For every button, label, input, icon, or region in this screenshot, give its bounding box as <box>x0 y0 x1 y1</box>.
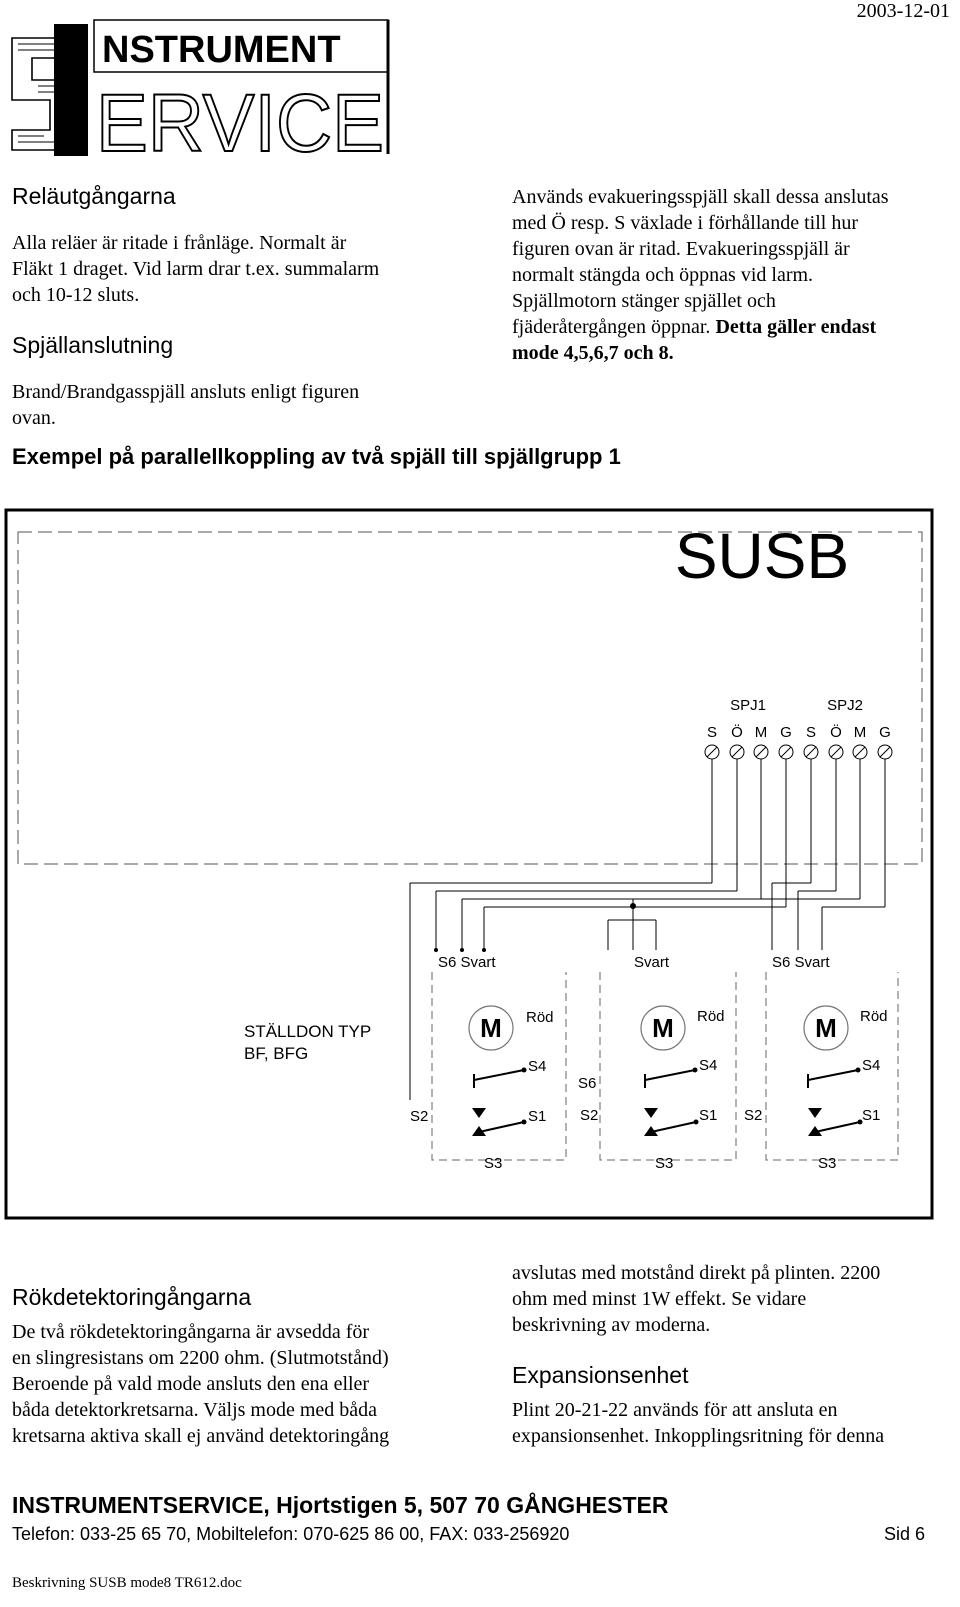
diagram-title: Exempel på parallellkoppling av två spjäll till spjällgrupp 1 <box>12 444 621 469</box>
evac-text-line-4: normalt stängda och öppnas vid larm. <box>512 264 814 286</box>
footer-filename: Beskrivning SUSB mode8 TR612.doc <box>12 1575 242 1591</box>
actuator-3-s1: S1 <box>862 1107 881 1124</box>
resistor-text-line-1: avslutas med motstånd direkt på plinten. 2200 <box>512 1262 881 1284</box>
terminal-label-8: G <box>879 724 891 741</box>
terminal-screw <box>829 745 843 759</box>
terminal-screw <box>804 745 818 759</box>
terminal-screw <box>878 745 892 759</box>
damper-text-line-2: ovan. <box>12 407 56 429</box>
spj2-label: SPJ2 <box>827 697 863 714</box>
evac-text-line-3: figuren ovan är ritad. Evakueringsspjäll är <box>512 238 850 260</box>
smoke-detector-heading: Rökdetektoringångarna <box>12 1284 252 1310</box>
actuator-1-s2: S2 <box>410 1108 429 1125</box>
relay-heading: Reläutgångarna <box>12 183 176 209</box>
susb-label: SUSB <box>674 520 850 592</box>
wiring-diagram <box>0 500 960 1235</box>
damper-text-line-1: Brand/Brandgasspjäll ansluts enligt figuren <box>12 381 360 403</box>
actuator-1-s1: S1 <box>528 1108 547 1125</box>
expansion-heading: Expansionsenhet <box>512 1362 689 1388</box>
actuator-1-s4: S4 <box>528 1058 547 1075</box>
relay-text-line-3: och 10-12 sluts. <box>12 284 140 306</box>
evac-text-line-1: Används evakueringsspjäll skall dessa anslutas <box>512 186 889 208</box>
actuator-2-red: Röd <box>697 1008 725 1025</box>
damper-heading: Spjällanslutning <box>12 332 174 358</box>
evac-text-line-6a: fjäderåtergången öppnar. <box>512 316 711 338</box>
terminal-screw <box>705 745 719 759</box>
terminal-label-7: M <box>853 724 867 741</box>
spj1-label: SPJ1 <box>730 697 766 714</box>
actuator-3-s2: S2 <box>744 1107 763 1124</box>
terminal-label-4: G <box>780 724 792 741</box>
actuator-2-top-label: Svart <box>634 954 670 971</box>
actuator-1-top-label: S6 Svart <box>438 954 496 971</box>
logo-service-text: ERVICE <box>96 78 384 158</box>
smoke-text-line-2: en slingresistans om 2200 ohm. (Slutmotstånd) <box>12 1347 389 1369</box>
footer-page-number: Sid 6 <box>883 1524 925 1544</box>
resistor-text-line-3: beskrivning av moderna. <box>512 1314 711 1336</box>
actuator-type-models: BF, BFG <box>244 1044 309 1063</box>
actuator-1-red: Röd <box>526 1009 554 1026</box>
actuator-3-top-label: S6 Svart <box>772 954 830 971</box>
expansion-text-line-2: expansionsenhet. Inkopplingsritning för denna <box>512 1425 885 1447</box>
smoke-text-line-5: kretsarna aktiva skall ej använd detektoringång <box>12 1425 390 1447</box>
smoke-text-line-3: Beroende på vald mode ansluts den ena eller <box>12 1373 370 1395</box>
actuator-1-s3: S3 <box>484 1155 503 1172</box>
actuator-2-s2: S2 <box>580 1107 599 1124</box>
smoke-text-line-4: båda detektorkretsarna. Väljs mode med båda <box>12 1399 378 1421</box>
evac-text-line-6 <box>512 314 876 340</box>
actuator-3-motor: M <box>815 1013 837 1043</box>
actuator-2-s4: S4 <box>699 1057 718 1074</box>
terminal-screw <box>754 745 768 759</box>
instrumentservice-logo <box>10 18 400 158</box>
relay-text-line-1: Alla reläer är ritade i frånläge. Normalt är <box>12 232 347 254</box>
actuator-2 <box>580 954 736 1172</box>
actuator-2-s1: S1 <box>699 1107 718 1124</box>
terminal-label-2: Ö <box>731 724 743 741</box>
terminal-label-6: Ö <box>830 724 842 741</box>
relay-text-line-2: Fläkt 1 draget. Vid larm drar t.ex. summalarm <box>12 258 380 280</box>
actuator-3 <box>744 954 898 1172</box>
actuator-2-motor: M <box>652 1013 674 1043</box>
wiring-lines <box>410 759 885 1100</box>
logo-instrument-text: NSTRUMENT <box>102 29 341 71</box>
actuator-3-s4: S4 <box>862 1057 881 1074</box>
document-date: 2003-12-01 <box>856 0 950 22</box>
evac-text-line-7: mode 4,5,6,7 och 8. <box>512 342 674 364</box>
evac-text-line-2: med Ö resp. S växlade i förhållande till hur <box>512 212 859 234</box>
actuator-1-motor: M <box>480 1013 502 1043</box>
smoke-text-line-1: De två rökdetektoringångarna är avsedda för <box>12 1321 370 1343</box>
expansion-text-line-1: Plint 20-21-22 används för att ansluta en <box>512 1399 838 1421</box>
evac-text-line-6b: Detta gäller endast <box>715 316 877 338</box>
actuator-3-red: Röd <box>860 1008 888 1025</box>
actuator-3-s3: S3 <box>818 1155 837 1172</box>
terminal-screw <box>779 745 793 759</box>
actuator-2-s3: S3 <box>655 1155 674 1172</box>
actuator-1 <box>410 954 599 1172</box>
footer-company: INSTRUMENTSERVICE, Hjortstigen 5, 507 70 GÅNGHESTER <box>12 1492 669 1518</box>
terminal-screw <box>730 745 744 759</box>
terminal-screw <box>853 745 867 759</box>
terminal-label-1: S <box>706 724 718 741</box>
resistor-text-line-2: ohm med minst 1W effekt. Se vidare <box>512 1288 807 1310</box>
evac-text-line-5: Spjällmotorn stänger spjället och <box>512 290 776 312</box>
actuator-type-label: STÄLLDON TYP <box>244 1022 372 1041</box>
terminal-label-5: S <box>805 724 817 741</box>
terminal-label-3: M <box>754 724 768 741</box>
actuator-1-s6: S6 <box>578 1075 597 1092</box>
footer-contact: Telefon: 033-25 65 70, Mobiltelefon: 070-625 86 00, FAX: 033-256920 <box>12 1524 570 1544</box>
